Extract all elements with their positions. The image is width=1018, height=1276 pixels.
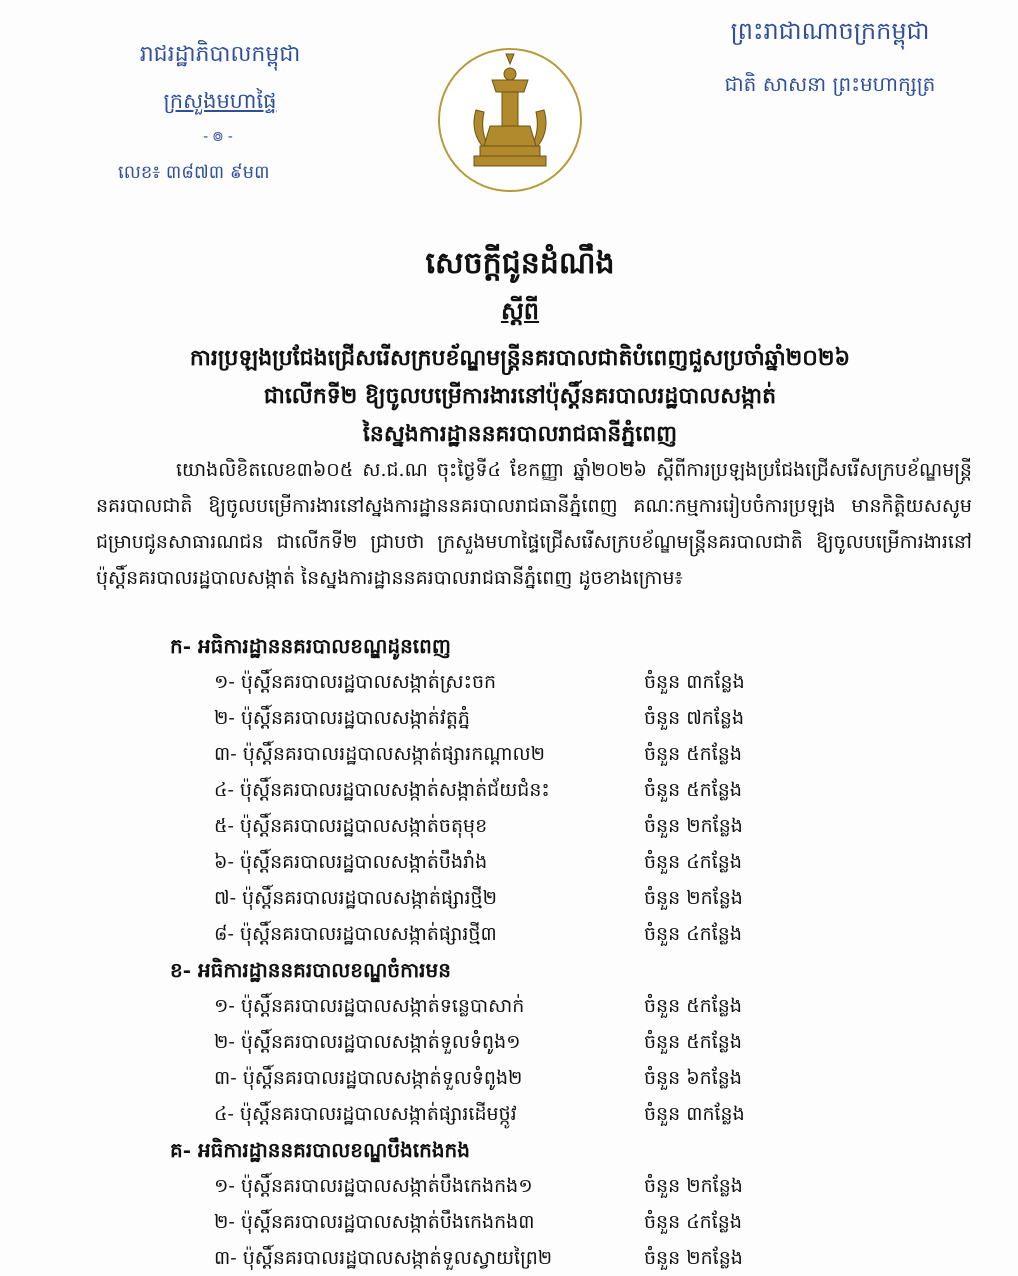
ornament: -៙- xyxy=(203,129,237,145)
post-count: ចំនួន ២កន្លែង xyxy=(644,1247,743,1269)
post-count: ចំនួន ៥កន្លែង xyxy=(644,995,742,1017)
reference-number: លេខ៖ ៣៨៧៣ ៩ម៣ xyxy=(118,162,270,183)
post-name: ៤- ប៉ុស្តិ៍នគរបាលរដ្ឋបាលសង្កាត់ផ្សារដើមថ្កូវ xyxy=(214,1103,517,1125)
notice-subject-line-2: ជាលើកទី២ ឱ្យចូលបម្រើការងារនៅប៉ុស្តិ៍នគរបាលរដ្ឋបាលសង្កាត់ xyxy=(263,383,777,409)
header-right xyxy=(680,16,980,101)
post-name: ៧- ប៉ុស្តិ៍នគរបាលរដ្ឋបាលសង្កាត់ផ្សារថ្មី២ xyxy=(214,887,497,909)
section-heading: ក- អធិការដ្ឋាននគរបាលខណ្ឌដូនពេញ xyxy=(170,634,451,658)
national-motto: ជាតិ សាសនា ព្រះមហាក្សត្រ xyxy=(724,72,936,96)
post-count: ចំនួន ៣កន្លែង xyxy=(644,671,745,693)
list-item xyxy=(170,664,990,700)
notice-subject-line-1: ការប្រឡងប្រជែងជ្រើសរើសក្របខ័ណ្ឌមន្ត្រីនគរបាលជាតិបំពេញជួសប្រចាំឆ្នាំ២០២៦ xyxy=(189,345,851,371)
post-count: ចំនួន ៤កន្លែង xyxy=(644,923,742,945)
list-item xyxy=(170,880,990,916)
post-count: ចំនួន ៥កន្លែង xyxy=(644,779,742,801)
post-name: ៣- ប៉ុស្តិ៍នគរបាលរដ្ឋបាលសង្កាត់ផ្សារកណ្ដាល២ xyxy=(214,743,545,765)
post-name: ២- ប៉ុស្តិ៍នគរបាលរដ្ឋបាលសង្កាត់បឹងកេងកង៣ xyxy=(214,1211,535,1233)
list-item xyxy=(170,1096,990,1132)
section-heading: ខ- អធិការដ្ឋាននគរបាលខណ្ឌចំការមន xyxy=(170,958,451,982)
list-item xyxy=(170,808,990,844)
list-item xyxy=(170,1168,990,1204)
list-item xyxy=(170,916,990,952)
intro-paragraph xyxy=(96,452,972,596)
list-item xyxy=(170,1204,990,1240)
notice-title: សេចក្ដីជូនដំណឹង xyxy=(425,246,615,281)
post-count: ចំនួន ២កន្លែង xyxy=(644,887,743,909)
section-a xyxy=(170,628,990,952)
list-item xyxy=(170,1024,990,1060)
section-heading: គ- អធិការដ្ឋាននគរបាលខណ្ឌបឹងកេងកង xyxy=(170,1138,470,1162)
post-name: ១- ប៉ុស្តិ៍នគរបាលរដ្ឋបាលសង្កាត់ទន្លេបាសាក់ xyxy=(214,995,525,1017)
list-item xyxy=(170,844,990,880)
post-name: ៨- ប៉ុស្តិ៍នគរបាលរដ្ឋបាលសង្កាត់ផ្សារថ្មី៣ xyxy=(214,923,497,945)
post-count: ចំនួន ៤កន្លែង xyxy=(644,851,742,873)
list-item xyxy=(170,1240,990,1276)
post-name: ២- ប៉ុស្តិ៍នគរបាលរដ្ឋបាលសង្កាត់វត្តភ្នំ xyxy=(214,707,470,729)
header-left xyxy=(70,40,370,187)
kingdom-name: ព្រះរាជាណាចក្រកម្ពុជា xyxy=(730,17,930,45)
list-item xyxy=(170,772,990,808)
list-item xyxy=(170,988,990,1024)
post-count: ចំនួន ៦កន្លែង xyxy=(644,1067,742,1089)
post-name: ១- ប៉ុស្តិ៍នគរបាលរដ្ឋបាលសង្កាត់ស្រះចក xyxy=(214,671,497,693)
post-name: ២- ប៉ុស្តិ៍នគរបាលរដ្ឋបាលសង្កាត់ទួលទំពូង១ xyxy=(214,1031,521,1053)
post-count: ចំនួន ៤កន្លែង xyxy=(644,1211,742,1233)
posts-list xyxy=(170,628,990,1276)
post-count: ចំនួន ២កន្លែង xyxy=(644,1175,743,1197)
post-name: ៣- ប៉ុស្តិ៍នគរបាលរដ្ឋបាលសង្កាត់ទួលទំពូង២ xyxy=(214,1067,523,1089)
emblem-icon xyxy=(440,50,580,190)
post-name: ៥- ប៉ុស្តិ៍នគរបាលរដ្ឋបាលសង្កាត់ចតុមុខ xyxy=(214,815,488,837)
post-name: ៤- ប៉ុស្តិ៍នគរបាលរដ្ឋបាលសង្កាត់សង្កាត់ជ័យជំនះ xyxy=(214,779,550,801)
intro-text: យោងលិខិតលេខ៣៦០៥ ស.ជ.ណ ចុះថ្ងៃទី៤ ខែកញ្ញា ឆ្នាំ២០២៦ ស្ដីពីការប្រឡងប្រជែងជ្រើសរើសក្របខ័ណ្ឌមន្ត្រីនគរបាលជាតិ ឱ្យចូលបម្រើការងារនៅស្នងការដ្ឋាននគរបាលរាជធានីភ្នំពេញ គណៈកម្មការរៀបចំការប្រឡង មានកិត្តិយសសូមជម្រាបជូនសាធារណជន ជាលើកទី២ ជ្រាបថា ក្រសួងមហាផ្ទៃជ្រើសរើសក្របខ័ណ្ឌមន្ត្រីនគរបាលជាតិ ឱ្យចូលបម្រើការងារនៅប៉ុស្តិ៍នគរបាលរដ្ឋបាលសង្កាត់ នៃស្នងការដ្ឋាននគរបាលរាជធានីភ្នំពេញ ដូចខាងក្រោម៖ xyxy=(96,459,972,589)
post-name: ៦- ប៉ុស្តិ៍នគរបាលរដ្ឋបាលសង្កាត់បឹងរាំង xyxy=(214,851,488,873)
list-item xyxy=(170,1060,990,1096)
post-count: ចំនួន ៣កន្លែង xyxy=(644,1103,745,1125)
post-count: ចំនួន ៥កន្លែង xyxy=(644,743,742,765)
post-count: ចំនួន ៧កន្លែង xyxy=(644,707,745,729)
post-name: ១- ប៉ុស្តិ៍នគរបាលរដ្ឋបាលសង្កាត់បឹងកេងកង១ xyxy=(214,1175,533,1197)
document-titles xyxy=(80,244,960,453)
list-item xyxy=(170,736,990,772)
notice-subject-label: ស្ដីពី xyxy=(500,296,540,325)
ministry-name: ក្រសួងមហាផ្ទៃ xyxy=(163,89,277,113)
post-count: ចំនួន ៥កន្លែង xyxy=(644,1031,742,1053)
post-count: ចំនួន ២កន្លែង xyxy=(644,815,743,837)
notice-subject-line-3: នៃស្នងការដ្ឋាននគរបាលរាជធានីភ្នំពេញ xyxy=(362,421,678,447)
section-b xyxy=(170,952,990,1132)
government-name: រាជរដ្ឋាភិបាលកម្ពុជា xyxy=(139,42,301,67)
royal-emblem-seal xyxy=(438,48,582,192)
section-c xyxy=(170,1132,990,1276)
post-name: ៣- ប៉ុស្តិ៍នគរបាលរដ្ឋបាលសង្កាត់ទួលស្វាយព្រៃ២ xyxy=(214,1247,553,1269)
list-item xyxy=(170,700,990,736)
